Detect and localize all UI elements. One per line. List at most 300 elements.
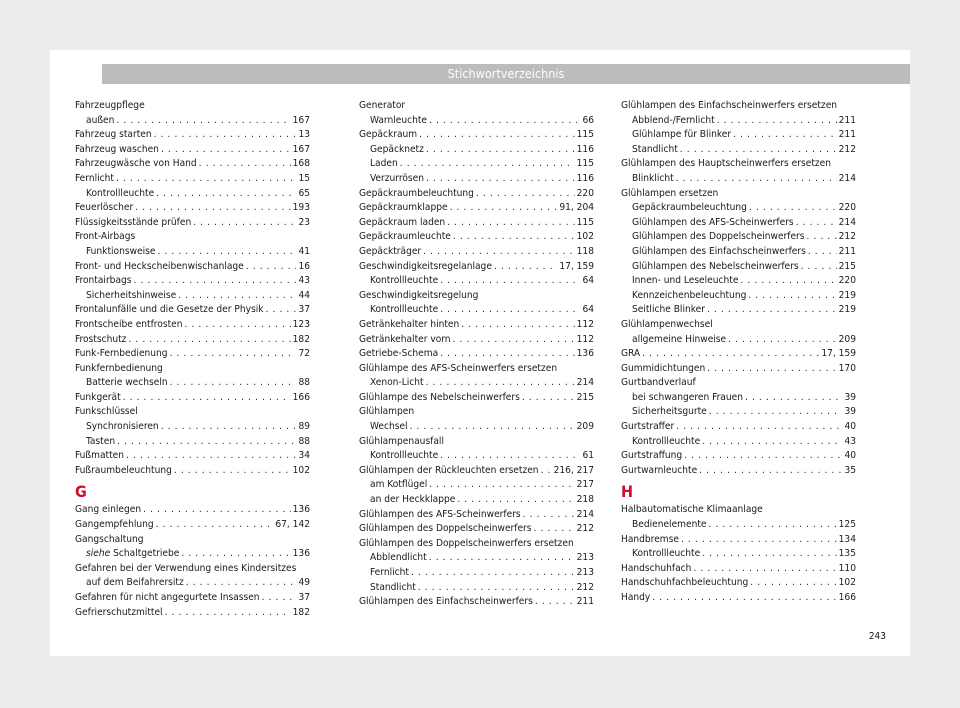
dot-leader (522, 391, 575, 406)
index-entry (75, 303, 310, 318)
index-subentry (75, 114, 310, 129)
dot-leader (709, 405, 843, 420)
index-term (75, 274, 132, 289)
page-reference: 64 (582, 275, 594, 287)
index-term (75, 464, 172, 479)
index-term (621, 143, 678, 158)
page-reference: 220 (576, 187, 594, 199)
page-reference: 43 (844, 435, 856, 447)
index-entry (621, 376, 856, 391)
index-term-text: Gefahren für nicht angegurtete Insassen (75, 592, 260, 603)
index-entry (621, 533, 856, 548)
index-term (621, 303, 705, 318)
index-term (621, 420, 674, 435)
index-term (621, 547, 700, 562)
index-subentry (75, 435, 310, 450)
index-term-text: Fernlicht (75, 172, 114, 184)
index-term (359, 566, 409, 581)
index-term (75, 143, 159, 158)
index-term (75, 606, 163, 621)
index-term-text: Standlicht (632, 143, 678, 155)
index-term (359, 405, 414, 420)
index-entry (75, 405, 310, 420)
index-term-text: Glühlampenausfall (359, 435, 444, 447)
dot-leader (419, 128, 575, 143)
index-term-text: Getränkehalter vorn (359, 333, 451, 345)
index-entry (75, 318, 310, 333)
dot-leader (246, 260, 297, 275)
dot-leader (410, 420, 575, 435)
index-term (359, 230, 451, 245)
dot-leader (185, 318, 291, 333)
index-subentry (359, 420, 594, 435)
page-reference: 212 (838, 143, 856, 155)
page-reference: 167 (292, 114, 310, 126)
index-subentry (621, 172, 856, 187)
index-subentry (359, 303, 594, 318)
index-term-text: Blinklicht (632, 172, 674, 184)
index-term (621, 318, 713, 333)
index-subentry (359, 157, 594, 172)
index-entry (75, 533, 310, 548)
page-reference: 64 (582, 304, 594, 316)
dot-leader (447, 216, 574, 231)
index-term (359, 376, 424, 391)
index-subentry (621, 260, 856, 275)
index-term (75, 99, 145, 114)
index-term-text: Funk-Fernbedienung (75, 348, 168, 360)
dot-leader (193, 216, 296, 231)
index-entry (75, 143, 310, 158)
index-term-text: Glühlampe des Nebelscheinwerfers (359, 391, 520, 403)
page-reference: 193 (292, 202, 310, 214)
dot-leader (748, 289, 836, 304)
index-entry (621, 503, 856, 518)
dot-leader (426, 172, 575, 187)
page-reference: 37 (298, 592, 310, 603)
index-term-text: Glühlampen des Einfachscheinwerfers ersetzen (621, 100, 838, 111)
index-term (621, 405, 707, 420)
index-term (359, 435, 444, 450)
index-term (75, 449, 124, 464)
index-term-text: Glühlampe des AFS-Scheinwerfers ersetzen (359, 362, 558, 374)
index-term (75, 591, 260, 606)
page-reference: 118 (576, 245, 594, 257)
index-term-text: Fußmatten (75, 450, 125, 462)
index-entry (621, 99, 856, 114)
index-entry (75, 347, 310, 362)
index-term (359, 551, 427, 566)
index-entry (359, 216, 594, 231)
page-reference: 88 (298, 435, 310, 447)
index-term (359, 99, 405, 114)
index-term (621, 391, 743, 406)
index-subentry (75, 245, 310, 260)
index-term-text: Standlicht (370, 581, 416, 593)
page-reference: 211 (576, 596, 594, 608)
index-term-text: Gepäckraumbeleuchtung (359, 187, 474, 199)
page-reference: 211 (838, 245, 856, 257)
page-reference: 116 (576, 172, 594, 184)
index-entry (359, 508, 594, 523)
dot-leader (476, 187, 575, 202)
index-subentry (621, 143, 856, 158)
section-letter: G (75, 482, 87, 502)
dot-leader (429, 551, 575, 566)
index-term (359, 508, 521, 523)
page-reference: 110 (838, 562, 856, 574)
index-subentry (359, 376, 594, 391)
index-subentry (621, 230, 856, 245)
index-entry (621, 362, 856, 377)
dot-leader (143, 503, 291, 518)
index-entry (621, 157, 856, 172)
dot-leader (642, 347, 819, 362)
index-term (359, 464, 539, 479)
index-term-text: GRA (621, 348, 641, 360)
index-term-text: Glühlampen des Doppelscheinwerfers (359, 523, 532, 535)
index-entry (621, 576, 856, 591)
dot-leader (750, 576, 836, 591)
index-term-text: Seitliche Blinker (632, 304, 705, 316)
page-reference: 167 (292, 143, 310, 155)
page-reference: 89 (298, 421, 310, 433)
index-term-text: Front-Airbags (75, 231, 136, 243)
index-subentry (621, 114, 856, 129)
page-reference: 170 (838, 362, 856, 374)
index-term (621, 216, 794, 231)
page-reference: 61 (582, 450, 594, 462)
index-entry (359, 289, 594, 304)
index-term-text: Gepäcknetz (370, 143, 424, 155)
page-reference: 116 (576, 143, 594, 155)
index-term-text: Handy (621, 592, 651, 603)
index-term (359, 216, 445, 231)
index-term-text: Gefahren bei der Verwendung eines Kindersitzes (75, 562, 297, 574)
index-term-text: Geschwindigkeitsregelanlage (359, 260, 492, 272)
index-entry (75, 591, 310, 606)
dot-leader (174, 464, 291, 479)
index-term-text: Glühlampe für Blinker (632, 129, 732, 141)
index-term-text: Generator (359, 100, 406, 111)
index-subentry (75, 289, 310, 304)
index-term (75, 289, 176, 304)
index-term (621, 435, 700, 450)
page-reference: 39 (844, 406, 856, 418)
page-reference: 135 (838, 548, 856, 560)
page-reference: 43 (298, 275, 310, 287)
index-subentry (621, 289, 856, 304)
index-subentry (359, 449, 594, 464)
page-reference: 44 (298, 289, 310, 301)
index-term-text: Gurtstraffer (621, 421, 675, 433)
page-reference: 209 (838, 333, 856, 345)
index-subentry (75, 376, 310, 391)
index-term-text: Glühlampen des Einfachscheinwerfers (632, 245, 806, 257)
index-entry (75, 157, 310, 172)
dot-leader (676, 172, 837, 187)
index-entry (75, 333, 310, 348)
dot-leader (165, 606, 291, 621)
dot-leader (749, 201, 837, 216)
page-header (102, 64, 910, 84)
index-entry (75, 172, 310, 187)
dot-leader (702, 435, 842, 450)
dot-leader (157, 245, 296, 260)
index-subentry (621, 547, 856, 562)
page-reference: 182 (292, 333, 310, 345)
index-term-text: Gefrierschutzmittel (75, 606, 163, 618)
index-entry (75, 464, 310, 479)
index-term (621, 562, 691, 577)
index-entry (359, 362, 594, 377)
index-subentry (621, 201, 856, 216)
dot-leader (808, 245, 837, 260)
page-number: 243 (868, 631, 886, 642)
page-reference: 102 (292, 464, 310, 476)
index-entry (359, 435, 594, 450)
index-term-text: Abblendlicht (370, 552, 427, 564)
page-reference: 209 (576, 421, 594, 433)
index-term-text: Getriebe-Schema (359, 348, 439, 360)
dot-leader (440, 347, 574, 362)
index-term-text: Verzurrösen (370, 172, 424, 184)
index-term-text: Funktionsweise (86, 245, 156, 257)
index-term-text: Gurtstraffung (621, 450, 683, 462)
index-term-text: Gummidichtungen (621, 362, 706, 374)
dot-leader (161, 143, 291, 158)
page-reference: 16 (298, 260, 310, 272)
dot-leader (680, 143, 837, 158)
dot-leader (161, 420, 297, 435)
page-reference: 13 (298, 129, 310, 141)
index-term-text: Fahrzeug starten (75, 129, 152, 141)
index-entry (75, 99, 310, 114)
index-term-text: Handbremse (621, 533, 679, 545)
index-term (359, 172, 424, 187)
index-column-3 (621, 99, 856, 606)
page-reference: 15 (298, 172, 310, 184)
dot-leader (400, 157, 575, 172)
page-reference: 215 (838, 260, 856, 272)
index-entry (359, 595, 594, 610)
index-entry (359, 464, 594, 479)
index-term (75, 216, 191, 231)
index-term-text: Bedienelemente (632, 519, 707, 531)
index-term-text: Glühlampenwechsel (621, 318, 713, 330)
index-term-text: bei schwangeren Frauen (632, 391, 743, 403)
dot-leader (116, 114, 290, 129)
index-term-text: Glühlampen ersetzen (621, 187, 719, 199)
dot-leader (450, 201, 558, 216)
index-term-text: Funkfernbedienung (75, 362, 163, 374)
dot-leader (440, 274, 580, 289)
index-term-text: Innen- und Leseleuchte (632, 275, 739, 287)
index-term (75, 347, 168, 362)
index-subentry (359, 551, 594, 566)
index-subentry (621, 303, 856, 318)
index-term-text: Kontrollleuchte (632, 435, 701, 447)
index-column-1 (75, 99, 310, 620)
index-subentry (621, 391, 856, 406)
page-reference: 35 (844, 464, 856, 476)
dot-leader (156, 518, 274, 533)
index-term-text: Tasten (86, 435, 116, 447)
index-term (359, 143, 424, 158)
index-term (621, 347, 640, 362)
index-term-text: Gangschaltung (75, 533, 144, 545)
index-term (621, 230, 805, 245)
index-term (621, 591, 650, 606)
index-entry (359, 522, 594, 537)
index-entry (621, 591, 856, 606)
index-entry (359, 333, 594, 348)
index-entry (75, 216, 310, 231)
index-entry (75, 362, 310, 377)
index-term-text: allgemeine Hinweise (632, 333, 727, 345)
index-term (75, 391, 121, 406)
index-term (621, 576, 748, 591)
index-term (359, 478, 427, 493)
page-reference: 112 (576, 318, 594, 330)
index-entry (621, 318, 856, 333)
page-reference: 166 (292, 391, 310, 403)
page-reference: 136 (292, 548, 310, 560)
dot-leader (411, 566, 575, 581)
index-subentry (359, 566, 594, 581)
dot-leader (199, 157, 291, 172)
index-term (621, 128, 731, 143)
dot-leader (740, 274, 836, 289)
index-entry (359, 537, 594, 552)
index-term-text: Gang einlegen (75, 504, 142, 516)
index-term-text: Gepäckraumleuchte (359, 231, 451, 243)
dot-leader (702, 547, 836, 562)
index-term (621, 187, 718, 202)
dot-leader (266, 303, 297, 318)
index-term (75, 518, 154, 533)
page-reference: 136 (576, 348, 594, 360)
dot-leader (676, 420, 842, 435)
index-term (621, 172, 674, 187)
index-term (359, 493, 455, 508)
page-reference: 136 (292, 504, 310, 516)
dot-leader (186, 576, 297, 591)
dot-leader (684, 449, 842, 464)
dot-leader (681, 533, 837, 548)
index-term-text: Sicherheitsgurte (632, 406, 707, 418)
page-reference: 102 (576, 231, 594, 243)
index-term (359, 114, 427, 129)
index-term-text: Gepäckraum (359, 129, 418, 141)
index-term (621, 533, 679, 548)
index-term-text: Abblend-/Fernlicht (632, 114, 715, 126)
page-reference: 216, 217 (553, 464, 594, 476)
index-term (75, 260, 244, 275)
index-entry (75, 449, 310, 464)
index-entry (621, 464, 856, 479)
index-term (75, 172, 114, 187)
dot-leader (745, 391, 842, 406)
page-reference: 65 (298, 187, 310, 199)
index-subentry (621, 405, 856, 420)
index-term (621, 201, 747, 216)
index-term (359, 391, 520, 406)
index-term (621, 362, 705, 377)
index-term (621, 114, 715, 129)
dot-leader (135, 201, 290, 216)
index-term (621, 503, 763, 518)
index-subentry (621, 274, 856, 289)
index-term (75, 435, 115, 450)
index-term-text: Frontairbags (75, 275, 132, 287)
page-reference: 37 (298, 304, 310, 316)
page-reference: 115 (576, 158, 594, 170)
index-term-text: Fahrzeugpflege (75, 100, 145, 111)
index-entry (75, 230, 310, 245)
page-reference: 17, 159 (821, 348, 856, 360)
page-reference: 88 (298, 377, 310, 389)
index-subentry (75, 420, 310, 435)
index-entry (621, 187, 856, 202)
index-term-text: Kontrollleuchte (370, 275, 439, 287)
dot-leader (523, 508, 575, 523)
index-term (621, 99, 837, 114)
index-term-text: Sicherheitshinweise (86, 289, 177, 301)
dot-leader (418, 581, 575, 596)
dot-leader (707, 362, 836, 377)
index-entry (75, 562, 310, 577)
index-term-text: außen (86, 114, 115, 126)
index-term-text: Fahrzeug waschen (75, 143, 159, 155)
page-reference: 211 (838, 114, 856, 126)
index-term (359, 333, 451, 348)
page-reference: 213 (576, 552, 594, 564)
page-reference: 214 (576, 377, 594, 389)
page-reference: 220 (838, 275, 856, 287)
dot-leader (170, 347, 297, 362)
page-reference: 214 (576, 508, 594, 520)
index-term (359, 420, 408, 435)
page-reference: 125 (838, 519, 856, 531)
index-entry (359, 187, 594, 202)
page-reference: 17, 159 (559, 260, 594, 272)
dot-leader (707, 303, 837, 318)
index-entry (75, 128, 310, 143)
index-term (75, 230, 135, 245)
page-reference: 40 (844, 450, 856, 462)
dot-leader (728, 333, 837, 348)
dot-leader (134, 274, 297, 289)
index-term-text: Kontrollleuchte (370, 304, 439, 316)
index-subentry (359, 172, 594, 187)
index-subentry (621, 435, 856, 450)
dot-leader (426, 376, 575, 391)
dot-leader (535, 595, 575, 610)
index-term-text: Glühlampen des AFS-Scheinwerfers (632, 216, 794, 228)
index-term (621, 289, 746, 304)
index-term-text: Gangempfehlung (75, 519, 154, 531)
page-reference: 123 (292, 318, 310, 330)
index-subentry (75, 187, 310, 202)
dot-leader (733, 128, 837, 143)
index-term-text: Getränkehalter hinten (359, 318, 460, 330)
index-term (75, 201, 133, 216)
page-reference: 217 (576, 479, 594, 491)
index-term-text: Warnleuchte (370, 114, 427, 126)
index-term-text: Funkgerät (75, 391, 121, 403)
page-reference: 41 (298, 245, 310, 257)
